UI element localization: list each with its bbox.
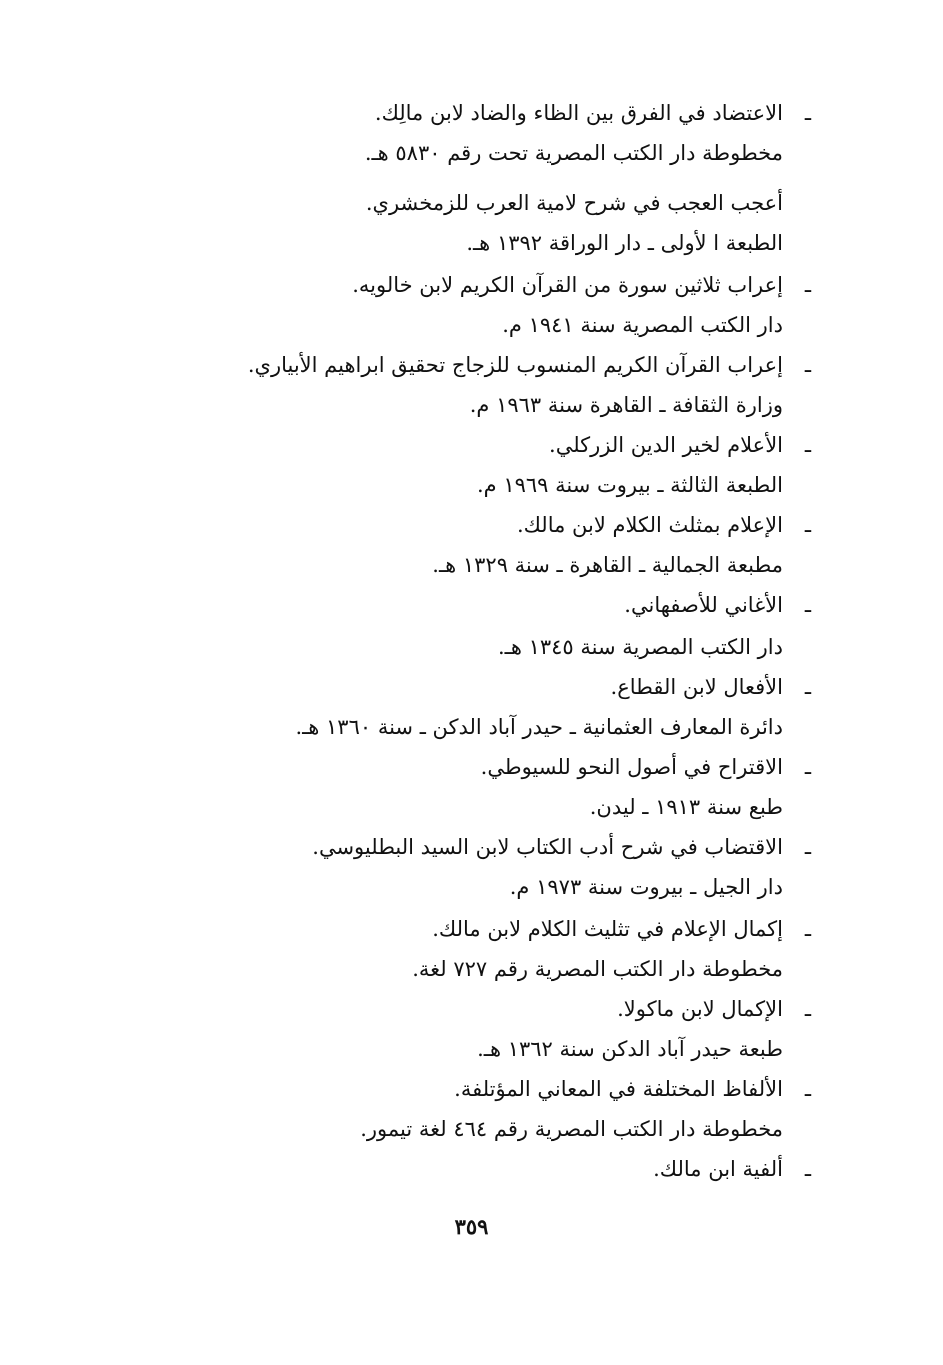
entry-dash: ـ <box>804 353 811 377</box>
entry-title-text: الأغاني للأصفهاني. <box>624 593 783 617</box>
entry-title-text: الاقتضاب في شرح أدب الكتاب لابن السيد البطليوسي. <box>312 835 783 859</box>
entry-dash: ـ <box>804 1077 811 1101</box>
entry-dash: ـ <box>804 997 811 1021</box>
entry-title <box>516 510 811 540</box>
entry-detail: دار الكتب المصرية سنة ١٣٤٥ هـ. <box>498 635 783 659</box>
entry-title-text: إعراب القرآن الكريم المنسوب للزجاج تحقيق ابراهيم الأبياري. <box>247 353 783 377</box>
entry-title <box>653 1154 811 1184</box>
entry-title-text: الإكمال لابن ماكولا. <box>617 997 783 1021</box>
entry-title-text: ألفية ابن مالك. <box>653 1157 783 1181</box>
entry-title-text: الأعلام لخير الدين الزركلي. <box>549 433 783 457</box>
entry-title <box>454 1074 811 1104</box>
entry-title-text: الإعلام بمثلث الكلام لابن مالك. <box>516 513 783 537</box>
page-number: ٣٥٩ <box>454 1214 489 1239</box>
entry-title <box>374 98 811 128</box>
entry-title <box>610 672 811 702</box>
entry-title <box>624 590 811 620</box>
entry-dash: ـ <box>804 1157 811 1181</box>
entry-detail: دار الكتب المصرية سنة ١٩٤١ م. <box>502 313 783 337</box>
entry-title <box>480 752 811 782</box>
entry-title-text: الاعتضاد في الفرق بين الظاء والضاد لابن مالِك. <box>374 101 783 125</box>
entry-title-text: إكمال الإعلام في تثليث الكلام لابن مالك. <box>432 917 783 941</box>
entry-dash: ـ <box>804 917 811 941</box>
entry-title <box>617 994 811 1024</box>
entry-title <box>366 188 783 218</box>
entry-title-text: الاقتراح في أصول النحو للسيوطي. <box>480 755 783 779</box>
entry-title <box>432 914 811 944</box>
entry-dash: ـ <box>804 433 811 457</box>
entry-detail: دار الجيل ـ بيروت سنة ١٩٧٣ م. <box>509 875 783 899</box>
entry-title-text: إعراب ثلاثين سورة من القرآن الكريم لابن خالويه. <box>352 273 783 297</box>
entry-title <box>352 270 811 300</box>
entry-dash: ـ <box>804 593 811 617</box>
entry-title <box>312 832 811 862</box>
entry-detail: الطبعة ا لأولى ـ دار الوراقة ١٣٩٢ هـ. <box>466 231 783 255</box>
entry-detail: مخطوطة دار الكتب المصرية رقم ٧٢٧ لغة. <box>412 957 783 981</box>
entry-dash: ـ <box>804 675 811 699</box>
entry-detail: مخطوطة دار الكتب المصرية رقم ٤٦٤ لغة تيمور. <box>360 1117 783 1141</box>
entry-detail: طبعة حيدر آباد الدكن سنة ١٣٦٢ هـ. <box>477 1037 783 1061</box>
entry-dash: ـ <box>804 513 811 537</box>
entry-detail: دائرة المعارف العثمانية ـ حيدر آباد الدكن ـ سنة ١٣٦٠ هـ. <box>295 715 783 739</box>
entry-detail: مخطوطة دار الكتب المصرية تحت رقم ٥٨٣٠ هـ. <box>364 141 783 165</box>
entry-detail: مطبعة الجمالية ـ القاهرة ـ سنة ١٣٢٩ هـ. <box>432 553 783 577</box>
entry-title-text: أعجب العجب في شرح لامية العرب للزمخشري. <box>365 191 783 215</box>
entry-title <box>247 350 811 380</box>
entry-detail: طبع سنة ١٩١٣ ـ ليدن. <box>589 795 783 819</box>
entry-title <box>549 430 811 460</box>
entry-dash: ـ <box>804 835 811 859</box>
entry-detail: وزارة الثقافة ـ القاهرة سنة ١٩٦٣ م. <box>469 393 783 417</box>
entry-dash: ـ <box>804 101 811 125</box>
entry-dash: ـ <box>804 273 811 297</box>
entry-detail: الطبعة الثالثة ـ بيروت سنة ١٩٦٩ م. <box>476 473 783 497</box>
entry-title-text: الأفعال لابن القطاع. <box>610 675 783 699</box>
entry-title-text: الألفاظ المختلفة في المعاني المؤتلفة. <box>454 1077 783 1101</box>
entry-dash: ـ <box>804 755 811 779</box>
